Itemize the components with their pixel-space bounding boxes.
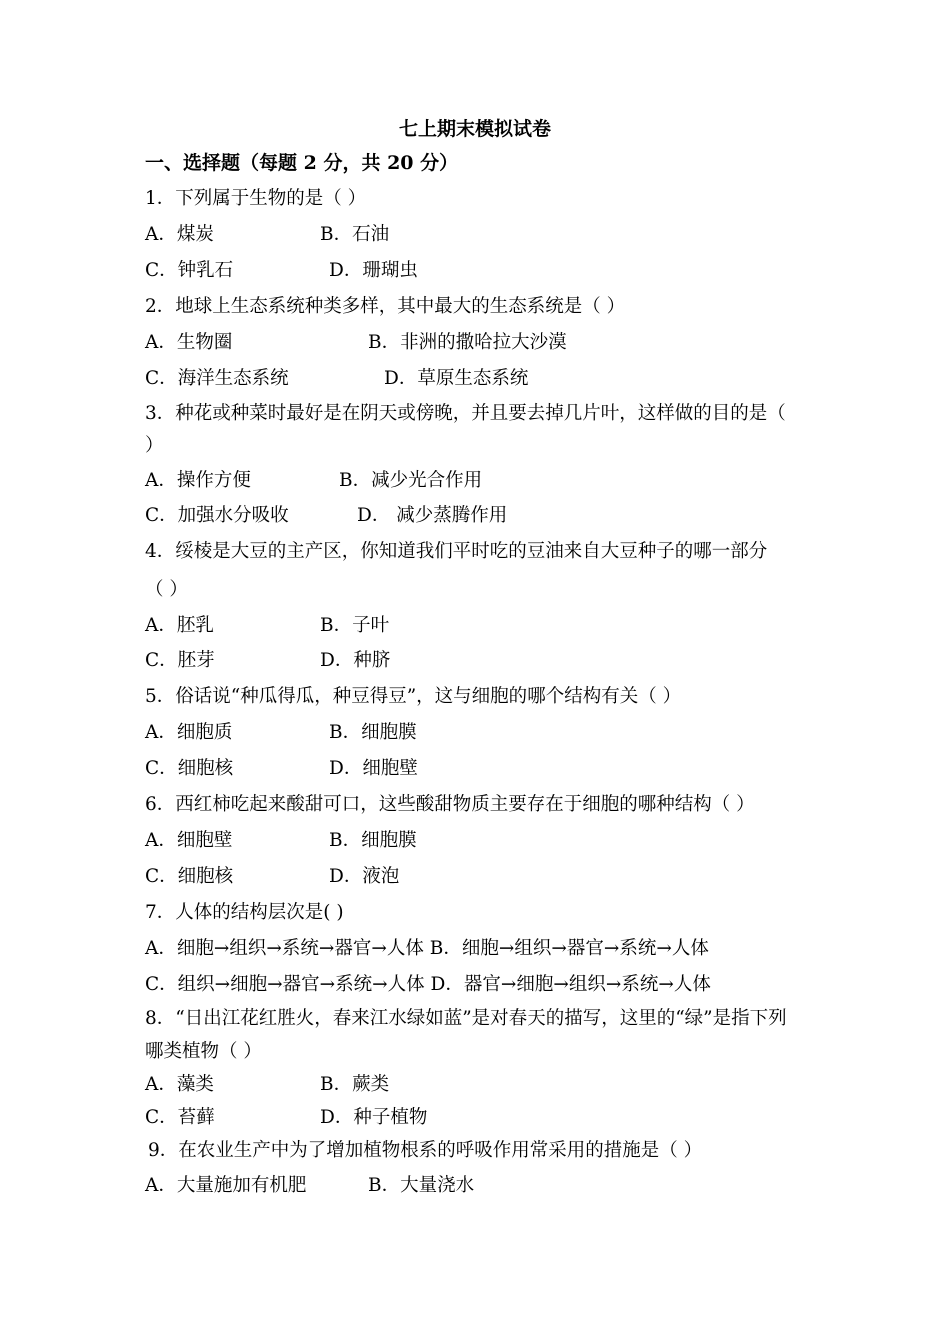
question-1-stem: 1．下列属于生物的是（ ） (145, 188, 367, 209)
question-4-option-b: B．子叶 (320, 615, 390, 636)
question-6-option-d: D．液泡 (329, 866, 400, 887)
question-8-option-b: B．蕨类 (320, 1074, 390, 1095)
question-4-option-d: D．种脐 (320, 650, 391, 671)
question-1-option-b: B．石油 (320, 224, 390, 245)
page-title: 七上期末模拟试卷 (398, 118, 551, 140)
question-2-stem: 2．地球上生态系统种类多样，其中最大的生态系统是（ ） (145, 296, 626, 317)
question-7-options-ab: A．细胞→组织→系统→器官→人体 B．细胞→组织→器官→系统→人体 (145, 938, 709, 959)
question-4-option-c: C．胚芽 (145, 650, 215, 671)
question-4-stem-line-1: 4．绥棱是大豆的主产区，你知道我们平时吃的豆油来自大豆种子的哪一部分 (145, 541, 768, 562)
question-6-option-c: C．细胞核 (145, 866, 234, 887)
question-9-option-a: A．大量施加有机肥 (145, 1175, 307, 1196)
question-8-option-c: C．苔藓 (145, 1107, 215, 1128)
question-1-option-a: A．煤炭 (145, 224, 214, 245)
question-7-options-cd: C．组织→细胞→器官→系统→人体 D．器官→细胞→组织→系统→人体 (145, 974, 711, 995)
question-3-option-a: A．操作方便 (145, 470, 251, 491)
question-4-option-a: A．胚乳 (145, 615, 214, 636)
question-8-stem-line-1: 8．“日出江花红胜火，春来江水绿如蓝”是对春天的描写，这里的“绿”是指下列 (145, 1008, 787, 1029)
question-2-option-c: C．海洋生态系统 (145, 368, 289, 389)
question-7-stem: 7．人体的结构层次是( ) (145, 902, 344, 923)
question-3-option-c: C．加强水分吸收 (145, 505, 289, 526)
question-5-option-a: A．细胞质 (145, 722, 233, 743)
question-5-stem: 5．俗话说“种瓜得瓜，种豆得豆”，这与细胞的哪个结构有关（ ） (145, 686, 682, 707)
question-3-option-b: B．减少光合作用 (339, 470, 483, 491)
question-8-stem-line-2: 哪类植物（ ） (145, 1041, 262, 1062)
question-1-option-c: C．钟乳石 (145, 260, 234, 281)
question-8-option-a: A．藻类 (145, 1074, 214, 1095)
question-4-stem-line-2: （ ） (145, 579, 188, 600)
question-6-option-a: A．细胞壁 (145, 830, 233, 851)
question-6-stem: 6．西红柿吃起来酸甜可口，这些酸甜物质主要存在于细胞的哪种结构（ ） (145, 794, 755, 815)
question-3-stem-line-1: 3．种花或种菜时最好是在阴天或傍晚，并且要去掉几片叶，这样做的目的是（ (145, 403, 786, 424)
question-2-option-d: D．草原生态系统 (384, 368, 529, 389)
question-9-option-b: B．大量浇水 (368, 1175, 475, 1196)
question-9-stem: 9．在农业生产中为了增加植物根系的呼吸作用常采用的措施是（ ） (148, 1140, 703, 1161)
question-6-option-b: B．细胞膜 (329, 830, 417, 851)
question-2-option-b: B．非洲的撒哈拉大沙漠 (368, 332, 567, 353)
question-3-option-d: D． 减少蒸腾作用 (357, 505, 508, 526)
question-5-option-c: C．细胞核 (145, 758, 234, 779)
question-5-option-d: D．细胞壁 (329, 758, 418, 779)
question-2-option-a: A．生物圈 (145, 332, 233, 353)
section-heading: 一、选择题（每题 2 分，共 20 分） (145, 152, 459, 174)
question-3-stem-line-2: ） (145, 435, 164, 456)
question-8-option-d: D．种子植物 (320, 1107, 428, 1128)
question-1-option-d: D．珊瑚虫 (329, 260, 418, 281)
question-5-option-b: B．细胞膜 (329, 722, 417, 743)
